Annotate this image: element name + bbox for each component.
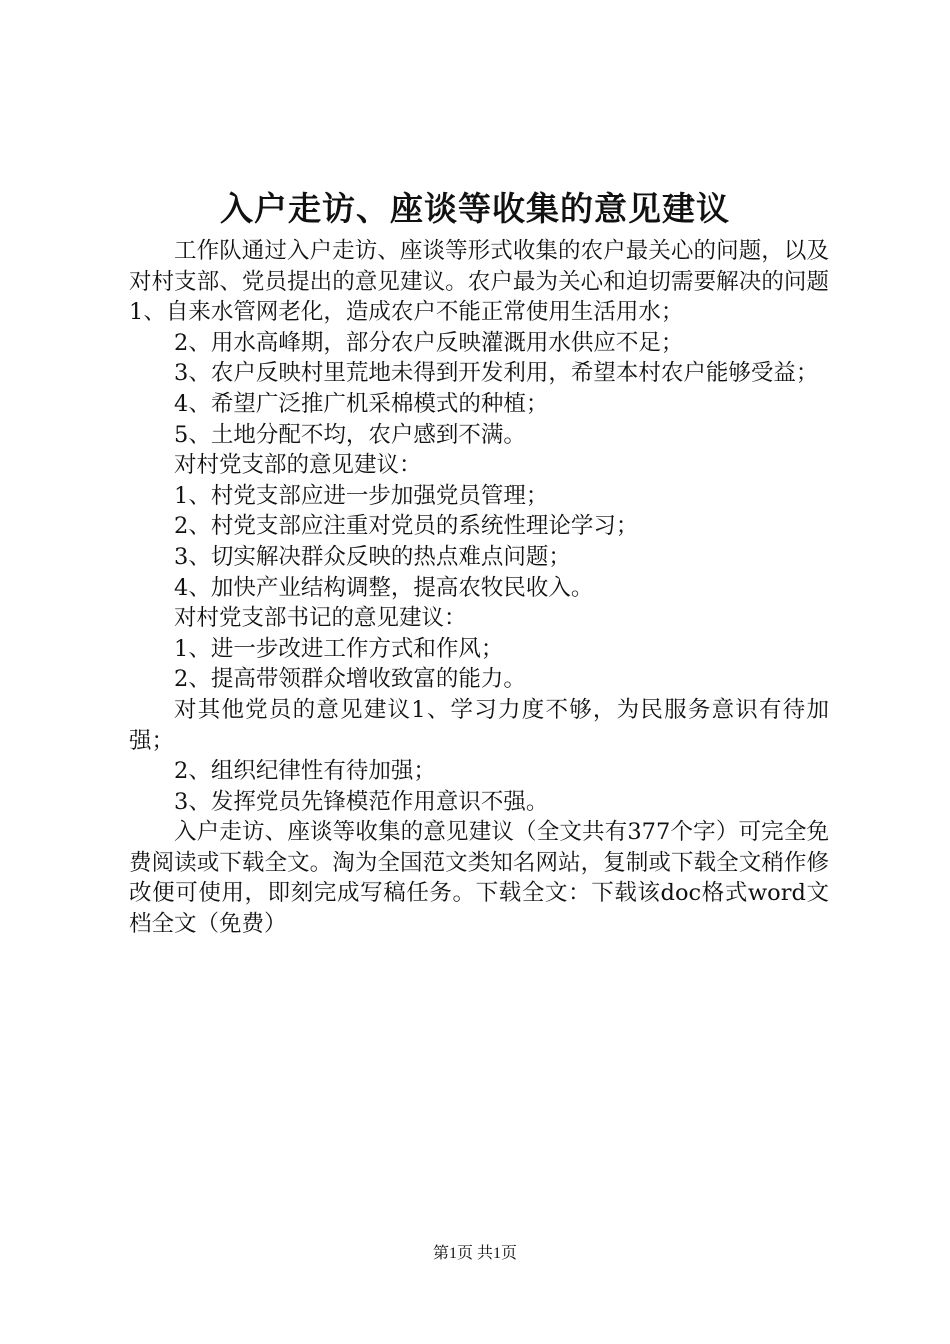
document-body	[129, 236, 829, 940]
section-heading: 对村党支部书记的意见建议：	[174, 605, 467, 632]
download-note-paragraph: 入户走访、座谈等收集的意见建议（全文共有377个字）可完全免费阅读或下载全文。淘为全国范文类知名网站，复制或下载全文稍作修改便可使用，即刻完成写稿任务。下载全文：下载该doc格式word文档全文（免费）	[129, 819, 829, 938]
paragraph: 2、用水高峰期，部分农户反映灌溉用水供应不足；	[174, 329, 684, 356]
paragraph: 工作队通过入户走访、座谈等形式收集的农户最关心的问题，以及对村支部、党员提出的意见建议。农户最为关心和迫切需要解决的问题1、自来水管网老化，造成农户不能正常使用生活用水；	[129, 238, 829, 326]
paragraph: 2、组织纪律性有待加强；	[174, 758, 436, 785]
paragraph: 3、发挥党员先锋模范作用意识不强。	[174, 788, 549, 815]
document-title: 入户走访、座谈等收集的意见建议	[220, 189, 730, 228]
paragraph: 2、提高带领群众增收致富的能力。	[174, 666, 526, 693]
paragraph: 对其他党员的意见建议1、学习力度不够，为民服务意识有待加强；	[129, 696, 829, 754]
paragraph: 1、进一步改进工作方式和作风；	[174, 635, 504, 662]
paragraph: 1、村党支部应进一步加强党员管理；	[174, 482, 549, 509]
paragraph: 5、土地分配不均，农户感到不满。	[174, 421, 526, 448]
paragraph: 3、切实解决群众反映的热点难点问题；	[174, 543, 571, 570]
paragraph: 3、农户反映村里荒地未得到开发利用，希望本村农户能够受益；	[174, 360, 819, 387]
paragraph: 4、希望广泛推广机采棉模式的种植；	[174, 390, 549, 417]
paragraph: 4、加快产业结构调整，提高农牧民收入。	[174, 574, 594, 601]
page-footer: 第1页 共1页	[432, 1245, 517, 1262]
paragraph: 2、村党支部应注重对党员的系统性理论学习；	[174, 513, 639, 540]
section-heading: 对村党支部的意见建议：	[174, 452, 422, 479]
